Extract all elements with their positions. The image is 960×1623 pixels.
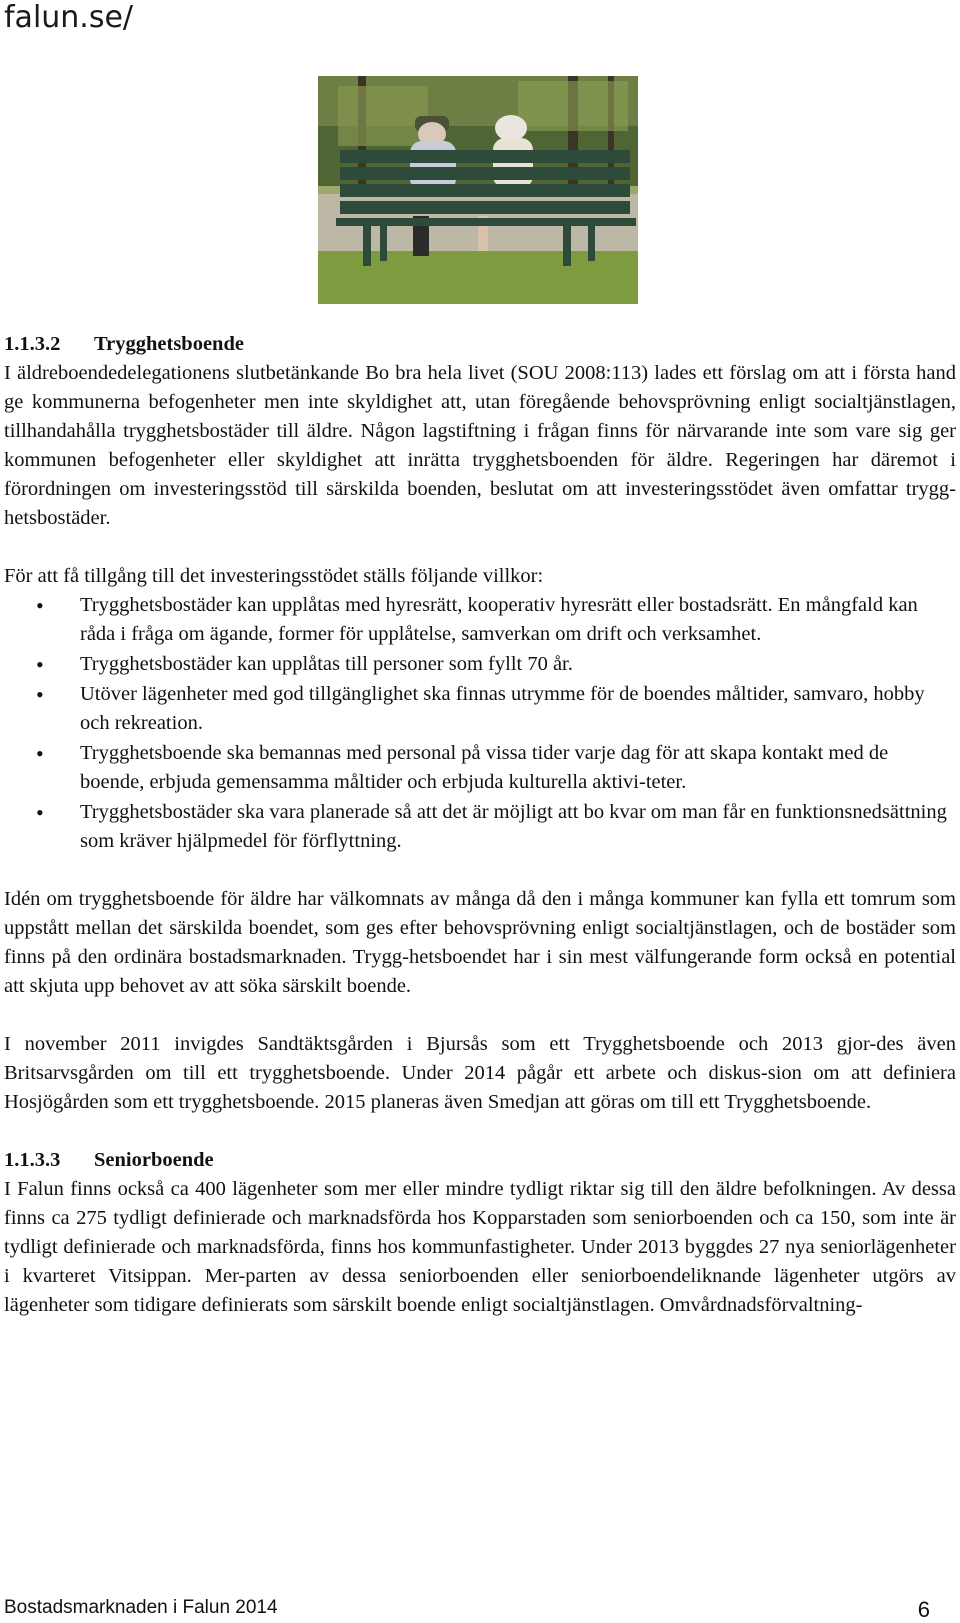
site-logo: falun.se/ (4, 0, 134, 35)
bench-image (318, 76, 638, 304)
section-number: 1.1.3.2 (4, 333, 61, 355)
list-item: • Trygghetsbostäder kan upplåtas till personer som fyllt 70 år. (4, 650, 956, 679)
paragraph: I november 2011 invigdes Sandtäktsgården i Bjursås som ett Trygghetsboende och 2013 gjor-des även Britsarvsgården om till ett trygghetsboende. Under 2014 pågår ett arbete och diskus-sion om att definiera Hosjögården som ett trygghetsboende. 2015 planeras även Smedjan att göras om till ett Trygghetsboende. (4, 1033, 956, 1113)
paragraph: I Falun finns också ca 400 lägenheter som mer eller mindre tydligt riktar sig till den äldre befolkningen. Av dessa finns ca 275 tydligt definierade och marknadsförda hos Kopparstaden som seniorboenden och ca 150, som inte är tydligt definierade och marknadsförda, finns hos kommunfastigheter. Under 2013 byggdes 27 nya seniorlägenheter i kvarteret Vitsippan. Mer-parten av dessa seniorboenden eller seniorboendeliknande lägenheter utgörs av lägenheter som tidigare definierats som särskilt boende enligt socialtjänstlagen. Omvårdnadsförvaltning- (4, 1178, 956, 1316)
park-bench-photo (318, 76, 638, 304)
conditions-list (4, 591, 956, 856)
section-heading-trygghetsboende (4, 330, 956, 359)
paragraph: I äldreboendedelegationens slutbetänkande Bo bra hela livet (SOU 2008:113) lades ett förslag om att i första hand ge kommunerna befogenheter men inte skyldighet att, utan föregående behovsprövning enligt socialtjänstlagen, tillhandahålla trygghetsbostäder till äldre. Någon lagstiftning i frågan finns för närvarande inte som vare sig ger kommunen befogenheter eller skyldighet att inrätta trygghetsboenden för äldre. Regeringen har däremot i förordningen om investeringsstöd till särskilda boenden, beslutat om att investeringsstödet även omfattar trygg-hetsbostäder. (4, 362, 956, 529)
paragraph: För att få tillgång till det investeringsstödet ställs följande villkor: (4, 565, 544, 587)
section-title: Trygghetsboende (94, 333, 244, 355)
document-body (4, 330, 956, 1320)
list-item: • Utöver lägenheter med god tillgänglighet ska finnas utrymme för de boendes måltider, samvaro, hobby och rekreation. (4, 680, 956, 738)
page-number: 6 (917, 1597, 930, 1622)
section-title: Seniorboende (94, 1149, 214, 1171)
section-number: 1.1.3.3 (4, 1149, 61, 1171)
section-heading-seniorboende (4, 1146, 956, 1175)
list-item: • Trygghetsbostäder kan upplåtas med hyresrätt, kooperativ hyresrätt eller bostadsrätt. En mångfald kan råda i fråga om ägande, former för upplåtelse, samverkan om drift och verksamhet. (4, 591, 956, 649)
footer-title: Bostadsmarknaden i Falun 2014 (4, 1597, 278, 1618)
list-item: • Trygghetsbostäder ska vara planerade så att det är möjligt att bo kvar om man får en funktionsnedsättning som kräver hjälpmedel för förflyttning. (4, 798, 956, 856)
list-item: • Trygghetsboende ska bemannas med personal på vissa tider varje dag för att skapa kontakt med de boende, erbjuda gemensamma måltider och erbjuda kulturella aktivi-teter. (4, 739, 956, 797)
paragraph: Idén om trygghetsboende för äldre har välkomnats av många då den i många kommuner kan fylla ett tomrum som uppstått mellan det särskilda boendet, som ges efter behovsprövning enligt socialtjänstlagen, och de bostäder som finns på den ordinära bostadsmarknaden. Trygg-hetsboendet har i sin mest välfungerande form också en potential att skjuta upp behovet av att söka särskilt boende. (4, 888, 956, 997)
